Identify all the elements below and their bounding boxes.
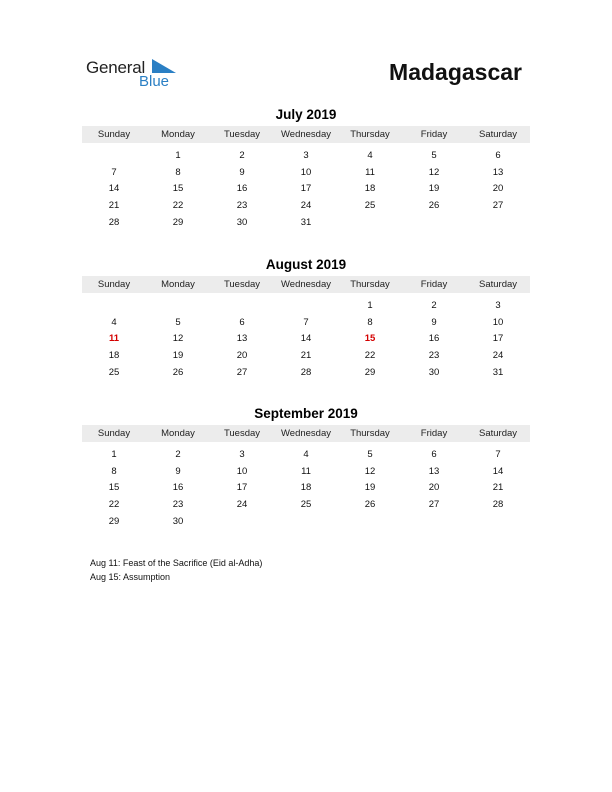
weekday-label: Tuesday [223,279,261,290]
weekday-label: Sunday [97,129,131,140]
week-row [82,479,530,496]
weekday-label: Monday [161,129,195,140]
month-title: September 2019 [254,406,358,421]
day-cell: 24 [236,498,248,510]
weekday-label: Friday [420,129,448,140]
day-cell: 31 [300,216,312,228]
day-cell: 20 [428,482,440,494]
day-cell: 12 [364,465,376,477]
day-cell: 7 [495,448,501,460]
weekday-label: Sunday [97,428,131,439]
week-row [82,164,530,181]
day-cell: 25 [364,199,376,211]
day-cell: 26 [172,366,184,378]
day-cell: 9 [175,465,181,477]
week-row [82,347,530,364]
day-cell: 25 [300,498,312,510]
week-row [82,147,530,164]
weekday-header-row [82,425,530,442]
day-cell: 18 [300,482,312,494]
weekday-header-row [82,126,530,143]
week-row [82,364,530,381]
day-cell: 5 [431,149,437,161]
week-row [82,496,530,513]
day-cell: 16 [236,183,248,195]
weekday-label: Tuesday [223,428,261,439]
weekday-label: Thursday [350,129,390,140]
day-cell: 1 [367,299,373,311]
month-title: August 2019 [265,257,347,272]
day-cell: 12 [172,333,184,345]
day-cell: 20 [492,183,504,195]
day-cell: 28 [108,216,120,228]
day-cell: 15 [172,183,184,195]
day-cell: 8 [367,316,373,328]
week-row [82,297,530,314]
day-cell: 11 [365,166,375,178]
weekday-label: Saturday [478,279,518,290]
day-cell: 13 [492,166,504,178]
holiday-notes [90,556,262,584]
day-cell: 10 [300,166,312,178]
day-cell: 3 [239,448,245,460]
day-cell: 29 [108,515,120,527]
day-cell: 19 [364,482,376,494]
day-cell: 13 [428,465,440,477]
weekday-label: Monday [161,279,195,290]
day-cell: 11 [108,333,120,345]
day-cell: 10 [492,316,504,328]
day-cell: 25 [108,366,120,378]
weekday-label: Friday [420,428,448,439]
month-calendar-august [82,256,530,380]
day-cell: 14 [108,183,120,195]
day-cell: 21 [300,349,312,361]
day-cell: 2 [239,149,245,161]
day-cell: 23 [428,349,440,361]
day-cell: 20 [236,349,248,361]
day-cell: 16 [428,333,440,345]
weekday-label: Thursday [350,279,390,290]
week-row [82,314,530,331]
day-cell: 16 [172,482,184,494]
day-cell: 14 [492,465,504,477]
day-cell: 24 [492,349,504,361]
day-cell: 3 [495,299,501,311]
day-cell: 17 [492,333,504,345]
country-title: Madagascar [389,59,522,85]
day-cell: 22 [172,199,184,211]
day-cell: 12 [428,166,440,178]
day-cell: 27 [428,498,440,510]
day-cell: 7 [111,166,117,178]
day-cell: 28 [492,498,504,510]
day-cell: 30 [428,366,440,378]
day-cell: 19 [172,349,184,361]
day-cell: 2 [175,448,181,460]
month-title: July 2019 [275,107,337,122]
day-cell: 5 [367,448,373,460]
day-cell: 4 [303,448,309,460]
day-cell: 9 [239,166,245,178]
day-cell: 28 [300,366,312,378]
day-cell: 27 [236,366,248,378]
logo-general-text: General [86,58,146,77]
weekday-label: Thursday [350,428,390,439]
weekday-label: Wednesday [281,129,331,140]
holiday-note: Aug 15: Assumption [90,572,171,582]
day-cell: 3 [303,149,309,161]
day-cell: 26 [428,199,440,211]
day-cell: 30 [172,515,184,527]
day-cell: 8 [175,166,181,178]
day-cell: 21 [492,482,504,494]
day-cell: 29 [172,216,184,228]
day-cell: 13 [236,333,248,345]
day-cell: 6 [495,149,501,161]
day-cell: 17 [236,482,248,494]
day-cell: 24 [300,199,312,211]
day-cell: 8 [111,465,117,477]
weekday-header-row [82,276,530,293]
day-cell: 19 [428,183,440,195]
weekday-label: Wednesday [281,428,331,439]
day-cell: 6 [431,448,437,460]
day-cell: 7 [303,316,309,328]
weekday-label: Monday [161,428,195,439]
weekday-label: Saturday [478,428,518,439]
weekday-label: Saturday [478,129,518,140]
day-cell: 23 [172,498,184,510]
day-cell: 1 [111,448,117,460]
day-cell: 27 [492,199,504,211]
weekday-label: Tuesday [223,129,261,140]
weekday-label: Wednesday [281,279,331,290]
day-cell: 30 [236,216,248,228]
day-cell: 10 [236,465,248,477]
day-cell: 21 [108,199,120,211]
day-cell: 22 [108,498,120,510]
day-cell: 17 [300,183,312,195]
day-cell: 29 [364,366,376,378]
week-row [82,180,530,197]
generalblue-logo [86,56,196,92]
day-cell: 5 [175,316,181,328]
week-row [82,513,530,530]
day-cell: 2 [431,299,437,311]
day-cell: 9 [431,316,437,328]
week-row [82,214,530,231]
week-row [82,446,530,463]
weekday-label: Friday [420,279,448,290]
day-cell: 6 [239,316,245,328]
day-cell: 15 [364,333,376,345]
day-cell: 1 [175,149,181,161]
week-row [82,197,530,214]
holiday-note: Aug 11: Feast of the Sacrifice (Eid al-Adha) [90,558,263,568]
day-cell: 4 [111,316,117,328]
logo-triangle-icon [152,59,176,73]
week-row [82,330,530,347]
month-calendar-july [82,106,530,230]
weekday-label: Sunday [97,279,131,290]
day-cell: 4 [367,149,373,161]
month-calendar-september [82,405,530,529]
day-cell: 15 [108,482,120,494]
day-cell: 18 [364,183,376,195]
logo-blue-text: Blue [139,73,170,90]
week-row [82,463,530,480]
day-cell: 18 [108,349,120,361]
day-cell: 11 [301,465,311,477]
day-cell: 14 [300,333,312,345]
day-cell: 22 [364,349,376,361]
day-cell: 26 [364,498,376,510]
day-cell: 31 [492,366,504,378]
day-cell: 23 [236,199,248,211]
